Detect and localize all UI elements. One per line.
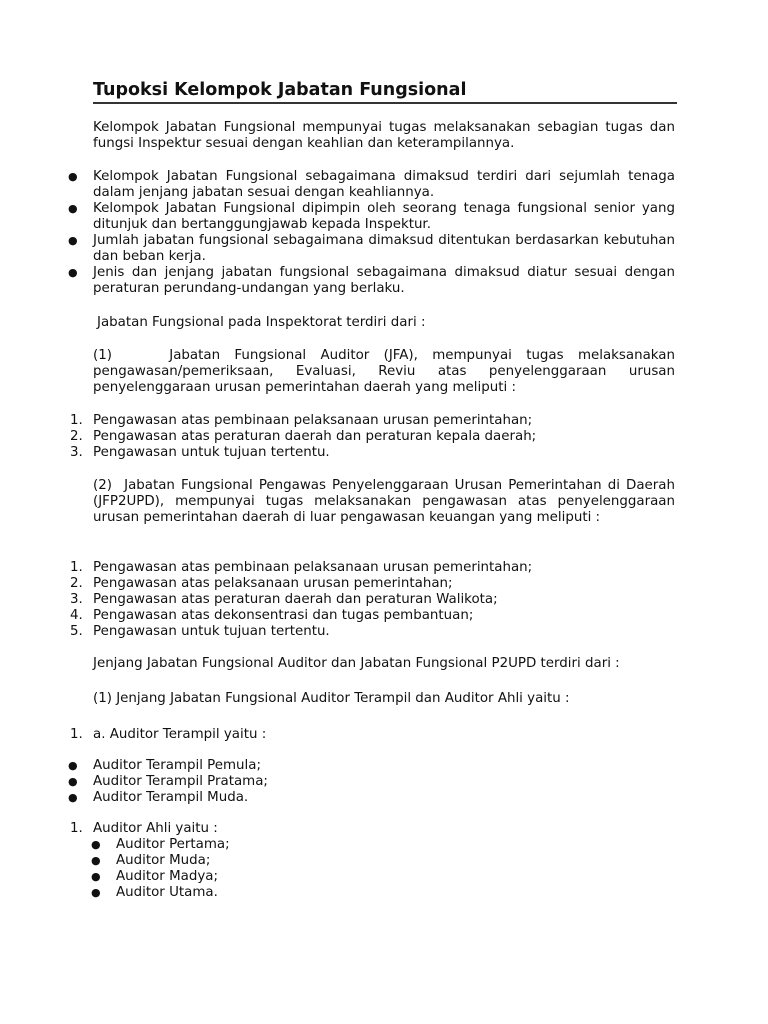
list-item: ● Auditor Utama. [91,885,218,900]
bullet-icon: ● [91,854,101,867]
list-item: ● Auditor Pertama; [91,837,230,852]
list-item: 4. Pengawasan atas dekonsentrasi dan tugas pembantuan; [70,608,474,623]
list-item: ● Kelompok Jabatan Fungsional sebagaimana dimaksud terdiri dari sejumlah tenaga dalam jenjang jabatan sesuai dengan keahliannya. [68,169,675,200]
numbered-list-jfp2upd [70,560,675,640]
list-item: ● Auditor Muda; [91,853,211,868]
bullet-icon: ● [68,170,78,183]
list-item: 3. Pengawasan untuk tujuan tertentu. [70,445,330,460]
bullet-icon: ● [68,234,78,247]
bullet-icon: ● [68,266,78,279]
jabatan-fungsional-intro: Jabatan Fungsional pada Inspektorat terdiri dari : [97,315,426,330]
bullet-icon: ● [91,870,101,883]
auditor-terampil-heading: 1. a. Auditor Terampil yaitu : [70,727,267,742]
jenjang-intro: Jenjang Jabatan Fungsional Auditor dan Jabatan Fungsional P2UPD terdiri dari : [93,656,620,671]
numbered-list-jfa [70,413,675,461]
bullet-icon: ● [68,775,78,788]
list-item: ● Jumlah jabatan fungsional sebagaimana dimaksud ditentukan berdasarkan kebutuhan dan beban kerja. [68,233,675,264]
list-item: 5. Pengawasan untuk tujuan tertentu. [70,624,330,639]
list-item: ● Kelompok Jabatan Fungsional dipimpin oleh seorang tenaga fungsional senior yang ditunjuk dan bertanggungjawab kepada Inspektur. [68,201,675,232]
bullet-icon: ● [91,886,101,899]
list-item: ● Auditor Terampil Pratama; [68,774,268,789]
list-item: 3. Pengawasan atas peraturan daerah dan peraturan Walikota; [70,592,498,607]
list-item: 1. Pengawasan atas pembinaan pelaksanaan urusan pemerintahan; [70,560,533,575]
page-title: Tupoksi Kelompok Jabatan Fungsional [93,79,677,104]
bullet-list-auditor-terampil [68,758,675,806]
bullet-icon: ● [68,202,78,215]
list-item: 2. Pengawasan atas peraturan daerah dan peraturan kepala daerah; [70,429,537,444]
list-item: 2. Pengawasan atas pelaksanaan urusan pemerintahan; [70,576,453,591]
intro-paragraph: Kelompok Jabatan Fungsional mempunyai tugas melaksanakan sebagian tugas dan fungsi Inspektur sesuai dengan keahlian dan keterampilannya. [93,120,675,151]
auditor-ahli-heading: 1. Auditor Ahli yaitu : [70,821,218,836]
list-item: ● Auditor Madya; [91,869,218,884]
bullet-list-kelompok [68,169,675,297]
list-item: ● Auditor Terampil Pemula; [68,758,261,773]
jfp2upd-paragraph: (2) Jabatan Fungsional Pengawas Penyelenggaraan Urusan Pemerintahan di Daerah (JFP2UPD), mempunyai tugas melaksanakan pengawasan atas penyelenggaraan urusan pemerintahan daerah di luar pengawasan keuangan yang meliputi : [93,478,680,525]
bullet-icon: ● [68,791,78,804]
bullet-icon: ● [91,838,101,851]
jfa-paragraph: (1) Jabatan Fungsional Auditor (JFA), mempunyai tugas melaksanakan pengawasan/pemeriksaan, Evaluasi, Reviu atas penyelenggaraan urusan penyelenggaraan urusan pemerintahan daerah yang meliputi : [93,348,680,395]
bullet-list-auditor-ahli [91,837,616,901]
bullet-icon: ● [68,759,78,772]
list-item: 1. Pengawasan atas pembinaan pelaksanaan urusan pemerintahan; [70,413,533,428]
jenjang-auditor-heading: (1) Jenjang Jabatan Fungsional Auditor Terampil dan Auditor Ahli yaitu : [93,691,570,706]
list-item: ● Auditor Terampil Muda. [68,790,249,805]
list-item: ● Jenis dan jenjang jabatan fungsional sebagaimana dimaksud diatur sesuai dengan peraturan perundang-undangan yang berlaku. [68,265,675,296]
